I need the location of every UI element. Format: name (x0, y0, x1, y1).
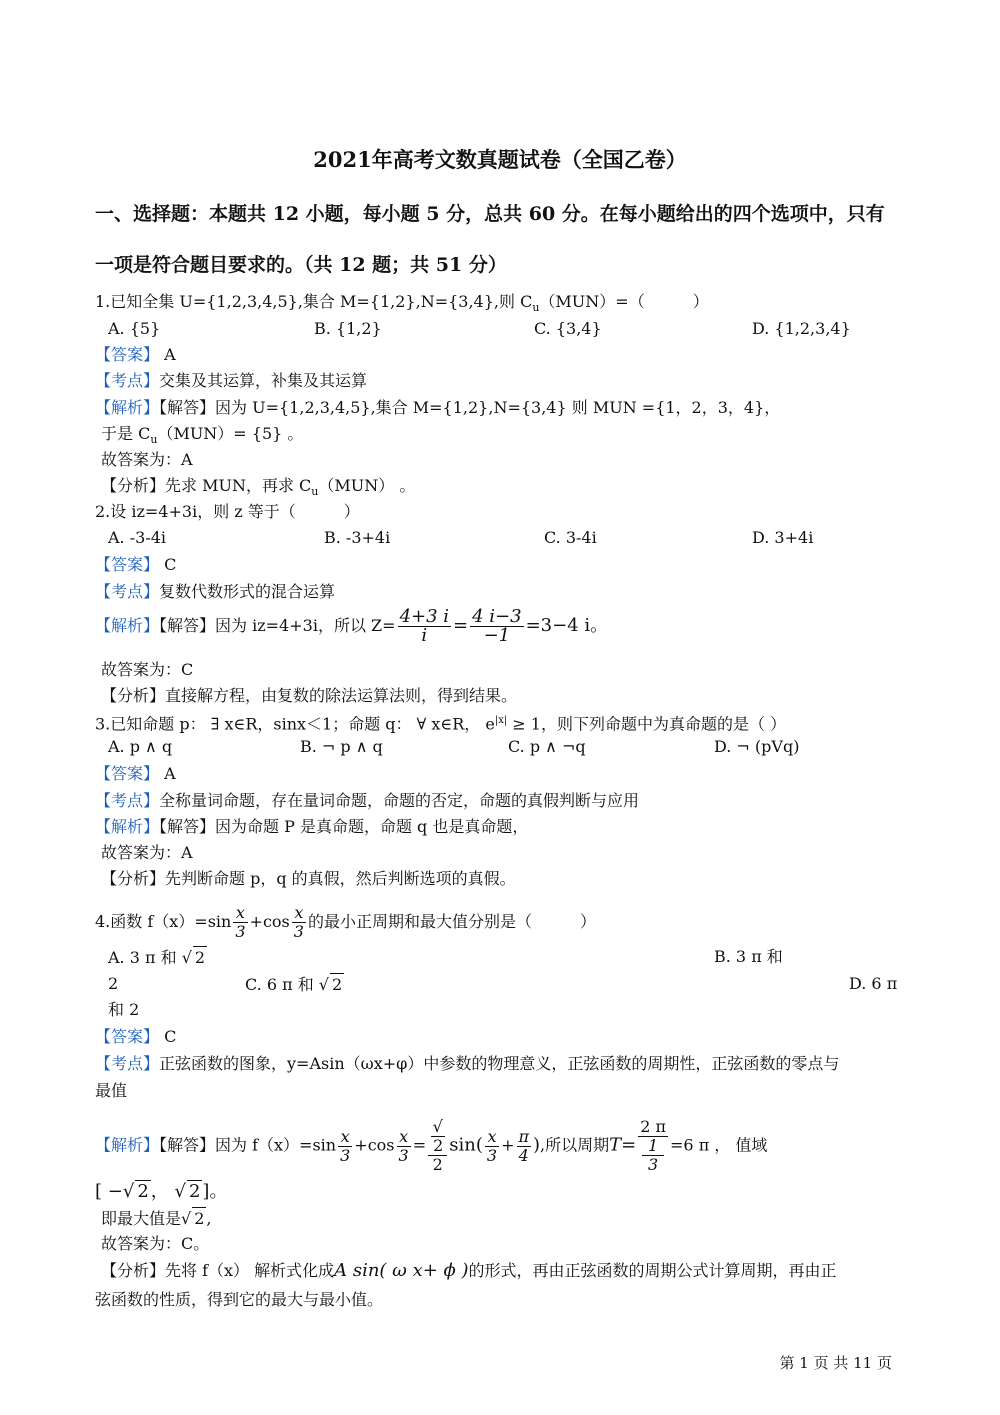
q3-analysis: 【解析】【解答】因为命题 P 是真命题，命题 q 也是真命题， (95, 817, 529, 836)
q3-option-b: B. ¬ p ∧ q (300, 737, 383, 756)
q1-option-b: B. {1,2} (314, 319, 382, 338)
q1-option-a: A. {5} (108, 319, 161, 338)
analysis-tag: 【解析】 (95, 616, 160, 635)
point-tag: 【考点】 (95, 791, 160, 810)
fraction: √ 2 2 (428, 1118, 447, 1174)
fraction: $\frac{x}{3}$ (340, 1126, 351, 1165)
page-footer: 第 1 页 共 11 页 (779, 1354, 892, 1372)
section-heading-line2: 一项是符合题目要求的。（共 12 题；共 51 分） (95, 254, 507, 276)
q2-answer: 【答案】 C (95, 555, 177, 574)
q4-option-b-cont: 2 (108, 974, 119, 993)
q1-conclusion: 故答案为：A (101, 450, 193, 469)
q4-option-d-cont: 和 2 (108, 1000, 140, 1019)
q4-answer: 【答案】 C (95, 1027, 177, 1046)
q4-conclusion: 故答案为：C。 (101, 1234, 210, 1253)
fraction: $\frac{4 i-3}{-1}$ (472, 606, 522, 646)
fraction: $\frac{\pi}{4}$ (518, 1126, 530, 1165)
q2-option-b: B. -3+4i (324, 528, 391, 547)
q1-answer: 【答案】 A (95, 345, 176, 364)
point-tag: 【考点】 (95, 582, 160, 601)
point-tag: 【考点】 (95, 371, 160, 390)
q2-analysis: 【解析】【解答】因为 iz=4+3i，所以 Z= $\frac{4+3 i}{i}$ = $\frac{4 i-3}{-1}$ =3−4 i。 (95, 606, 609, 646)
q2-conclusion: 故答案为：C (101, 660, 194, 679)
page-title: 2021年高考文数真题试卷（全国乙卷） (313, 147, 687, 172)
answer-tag: 【答案】 (95, 345, 160, 364)
fraction: $\frac{x}{3}$ (235, 903, 246, 941)
fraction: $\frac{4+3 i}{i}$ (399, 606, 450, 646)
q2-option-a: A. -3-4i (108, 528, 167, 547)
analysis-tag: 【解析】 (95, 398, 160, 417)
analysis-tag: 【解析】 (95, 1135, 160, 1155)
answer-tag: 【答案】 (95, 1027, 160, 1046)
q3-point: 【考点】全称量词命题，存在量词命题，命题的否定，命题的真假判断与应用 (95, 791, 640, 810)
fraction: $\frac{x}{3}$ (486, 1126, 498, 1165)
q4-option-d: D. 6 π (849, 974, 898, 993)
q1-analysis-line1: 【解析】【解答】因为 U={1,2,3,4,5},集合 M={1,2},N={3,4} 则 MUN ={1，2，3，4}， (95, 398, 781, 417)
q4-max: 即最大值是√ 2 , (101, 1209, 212, 1228)
q1-point: 【考点】交集及其运算，补集及其运算 (95, 371, 368, 390)
q1-option-c: C. {3,4} (534, 319, 602, 338)
q3-stem: 3.已知命题 p： ∃ x∈R，sinx＜1；命题 q： ∀ x∈R， $e^{|x|} \ge 1$，则下列命题中为真命题的是（ ） (95, 714, 787, 734)
q1-option-d: D. {1,2,3,4} (752, 319, 851, 338)
q3-fenxi: 【分析】先判断命题 p，q 的真假，然后判断选项的真假。 (101, 869, 516, 888)
q4-point-line2: 最值 (95, 1081, 128, 1100)
q4-option-a: A. 3 π 和 √ 2 (108, 948, 206, 967)
answer-tag: 【答案】 (95, 555, 160, 574)
answer-tag: 【答案】 (95, 764, 160, 783)
q4-range: [ −√ 2 ， √ 2 ]。 (95, 1181, 228, 1202)
q2-option-d: D. 3+4i (752, 528, 814, 547)
section-heading-line1: 一、选择题：本题共 12 小题，每小题 5 分，总共 60 分。在每小题给出的四个选项中，只有 (95, 203, 885, 225)
q3-option-a: A. p ∧ q (108, 737, 173, 756)
q2-fenxi: 【分析】直接解方程，由复数的除法运算法则，得到结果。 (101, 686, 518, 705)
fraction: $\frac{x}{3}$ (398, 1126, 409, 1165)
q4-fenxi-line2: 弦函数的性质，得到它的最大与最小值。 (95, 1290, 384, 1309)
q1-stem: 1.已知全集 U={1,2,3,4,5},集合 M={1,2},N={3,4},则 $C_u(MUN)=$（ ） (95, 292, 709, 315)
q4-option-b: B. 3 π 和 (714, 947, 783, 966)
analysis-tag: 【解析】 (95, 817, 160, 836)
q2-stem: 2.设 iz=4+3i，则 z 等于（ ） (95, 502, 360, 521)
q4-analysis: 【解析】【解答】因为 f（x）=sin $\frac{x}{3}$ +cos $\frac{x}{3}$ = √ 2 2 sin( $\frac{x}{3}$ + $\frac{\pi}{4}$ ),所以周期T= 2 π 1 3 =6 π ， 值域 (95, 1117, 768, 1174)
q4-point-line1: 【考点】正弦函数的图象，y=Asin（ωx+φ）中参数的物理意义，正弦函数的周期性，正弦函数的零点与 (95, 1054, 840, 1073)
q3-option-d: D. ¬ (pVq) (714, 737, 800, 756)
q4-stem: 4.函数 f（x）=sin $\frac{x}{3}$ +cos $\frac{x}{3}$ 的最小正周期和最大值分别是（ ） (95, 903, 596, 941)
q3-conclusion: 故答案为：A (101, 843, 193, 862)
q1-analysis-line2: 于是 $C_u(MUN)= \{5\}$ 。 (101, 424, 304, 447)
q3-option-c: C. p ∧ ¬q (508, 737, 586, 756)
q1-fenxi: 【分析】先求 MUN，再求 $C_u(MUN)$ 。 (101, 476, 416, 499)
point-tag: 【考点】 (95, 1054, 160, 1073)
q3-answer: 【答案】 A (95, 764, 176, 783)
q2-point: 【考点】复数代数形式的混合运算 (95, 582, 336, 601)
q4-option-c: C. 6 π 和 √ 2 (245, 975, 343, 994)
fraction: $\frac{x}{3}$ (293, 903, 304, 941)
q4-fenxi-line1: 【分析】先将 f（x） 解析式化成A sin( ω x+ ϕ )的形式，再由正弦函数的周期公式计算周期，再由正 (101, 1260, 837, 1281)
fraction: 2 π 1 3 (640, 1117, 667, 1174)
q2-option-c: C. 3-4i (544, 528, 597, 547)
